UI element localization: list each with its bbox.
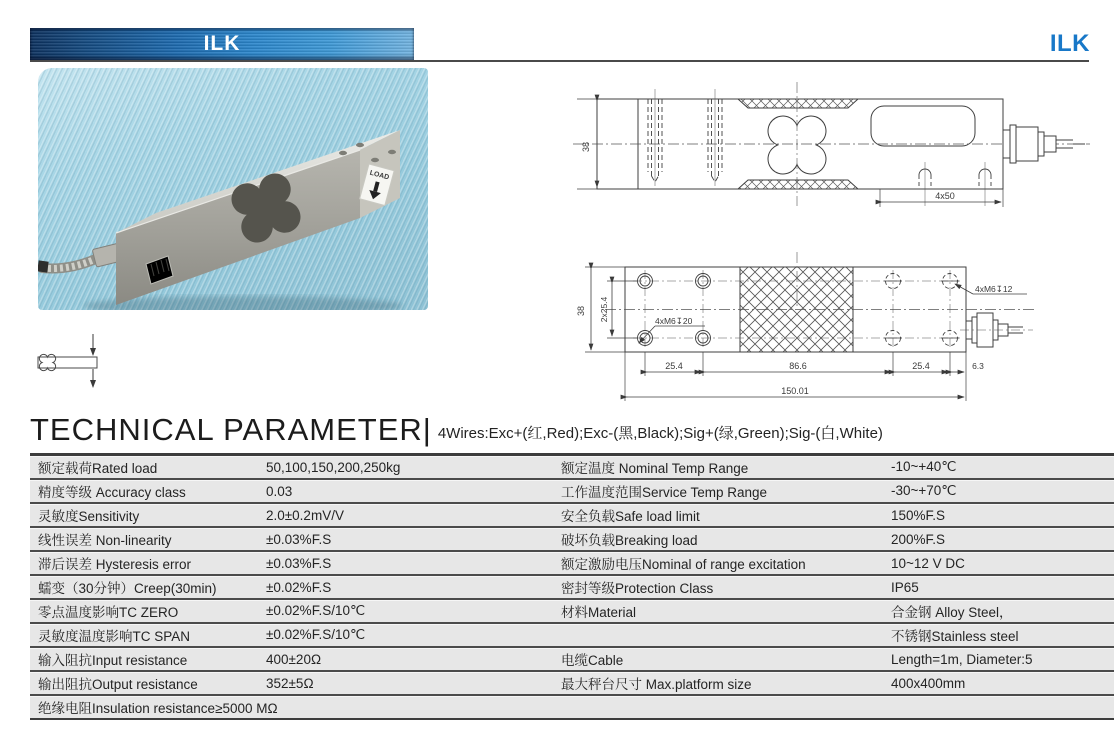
spec-value-right: 400x400mm [888,671,1114,695]
spec-row [30,695,1114,719]
spec-label-right: 最大秤台尺寸 Max.platform size [551,671,888,695]
spec-row [30,503,1114,527]
wire-color-note: 4Wires:Exc+(红,Red);Exc-(黑,Black);Sig+(绿,Green);Sig-(白,White) [437,425,883,442]
dim-b-label: 86.6 [789,361,807,371]
dim-2x25-label: 2x25.4 [599,296,609,323]
cable-tip [38,260,49,272]
spec-label-right: 材料Material [551,599,888,623]
spec-value-left: ±0.03%F.S [263,551,551,575]
dim-38-label: 38 [581,141,591,152]
spec-row [30,599,1114,623]
side-view-drawing [545,74,1110,226]
spec-row [30,575,1114,599]
spec-label-right: 破坏负载Breaking load [551,527,888,551]
spec-value-left: 352±5Ω [263,671,551,695]
bottom-bolts [919,169,991,189]
spec-value-left: 400±20Ω [263,647,551,671]
dim-c-label: 25.4 [912,361,930,371]
hidden-holes [648,99,722,182]
spec-label-left: 蠕变（30分钟）Creep(30min) [30,575,263,599]
spec-value-right: 10~12 V DC [888,551,1114,575]
load-sticker-label: LOAD [368,169,390,182]
beam-outline [38,357,97,368]
spec-value-left: ±0.02%F.S [263,575,551,599]
spec-value-left [263,695,551,719]
spec-label-right: 额定激励电压Nominal of range excitation [551,551,888,575]
spec-value-right: Length=1m, Diameter:5 [888,647,1114,671]
spec-value-left: ±0.03%F.S [263,527,551,551]
spec-value-left: 0.03 [263,479,551,503]
spec-label-left: 输出阻抗Output resistance [30,671,263,695]
spec-label-left: 额定载荷Rated load [30,455,263,480]
spec-value-right: 不锈钢Stainless steel [888,623,1114,647]
spec-label-right [551,695,888,719]
model-banner [30,28,414,60]
spec-label-right [551,623,888,647]
spec-label-right: 工作温度范围Service Temp Range [551,479,888,503]
bolt-hole [371,158,379,162]
spec-value-right: IP65 [888,575,1114,599]
spec-row [30,455,1114,480]
spec-value-left: 50,100,150,200,250kg [263,455,551,480]
spec-value-right: 合金钢 Alloy Steel， [888,599,1114,623]
spec-label-left: 零点温度影响TC ZERO [30,599,263,623]
spec-row [30,479,1114,503]
section-title: TECHNICAL PARAMETER| [30,412,432,447]
spec-row [30,671,1114,695]
dim-total-label: 150.01 [781,386,809,396]
spec-label-right: 额定温度 Nominal Temp Range [551,455,888,480]
spec-row [30,527,1114,551]
spec-value-left: 2.0±0.2mV/V [263,503,551,527]
spec-label-right: 安全负载Safe load limit [551,503,888,527]
load-direction-diagram [15,318,125,403]
spec-value-right: -10~+40℃ [888,455,1114,480]
spec-label-left: 精度等级 Accuracy class [30,479,263,503]
spec-value-right [888,695,1114,719]
spec-table [30,453,1114,720]
spec-row [30,623,1114,647]
spec-label-right: 电缆Cable [551,647,888,671]
dim-a-label: 25.4 [665,361,683,371]
spec-value-right: 150%F.S [888,503,1114,527]
spec-label-left: 绝缘电阻Insulation resistance≥5000 MΩ [30,695,263,719]
spec-label-left: 输入阻抗Input resistance [30,647,263,671]
spec-label-left: 灵敏度Sensitivity [30,503,263,527]
technical-parameter-heading [30,412,883,448]
spec-value-left: ±0.02%F.S/10℃ [263,623,551,647]
spec-value-right: 200%F.S [888,527,1114,551]
model-corner-label: ILK [1049,30,1090,57]
spec-label-left: 灵敏度温度影响TC SPAN [30,623,263,647]
header-divider [30,60,1089,62]
spec-label-left: 滞后误差 Hysteresis error [30,551,263,575]
bolt-hole [388,150,396,154]
dim-4x50-label: 4x50 [935,191,955,201]
dim-d-label: 6.3 [972,361,984,371]
dim-38-label: 38 [576,305,586,316]
spec-value-left: ±0.02%F.S/10℃ [263,599,551,623]
right-holes-label: 4xM6↧12 [975,284,1013,294]
model-banner-label: ILK [203,32,241,55]
spec-row [30,551,1114,575]
bolt-hole [339,151,347,155]
top-view-drawing [545,242,1110,414]
product-photo [38,68,428,310]
spec-label-right: 密封等级Protection Class [551,575,888,599]
load-cell-photo-art [38,68,428,310]
spec-label-left: 线性误差 Non-linearity [30,527,263,551]
spec-row [30,647,1114,671]
bolt-hole [356,143,364,147]
spec-value-right: -30~+70℃ [888,479,1114,503]
left-holes-label: 4xM6↧20 [655,316,693,326]
